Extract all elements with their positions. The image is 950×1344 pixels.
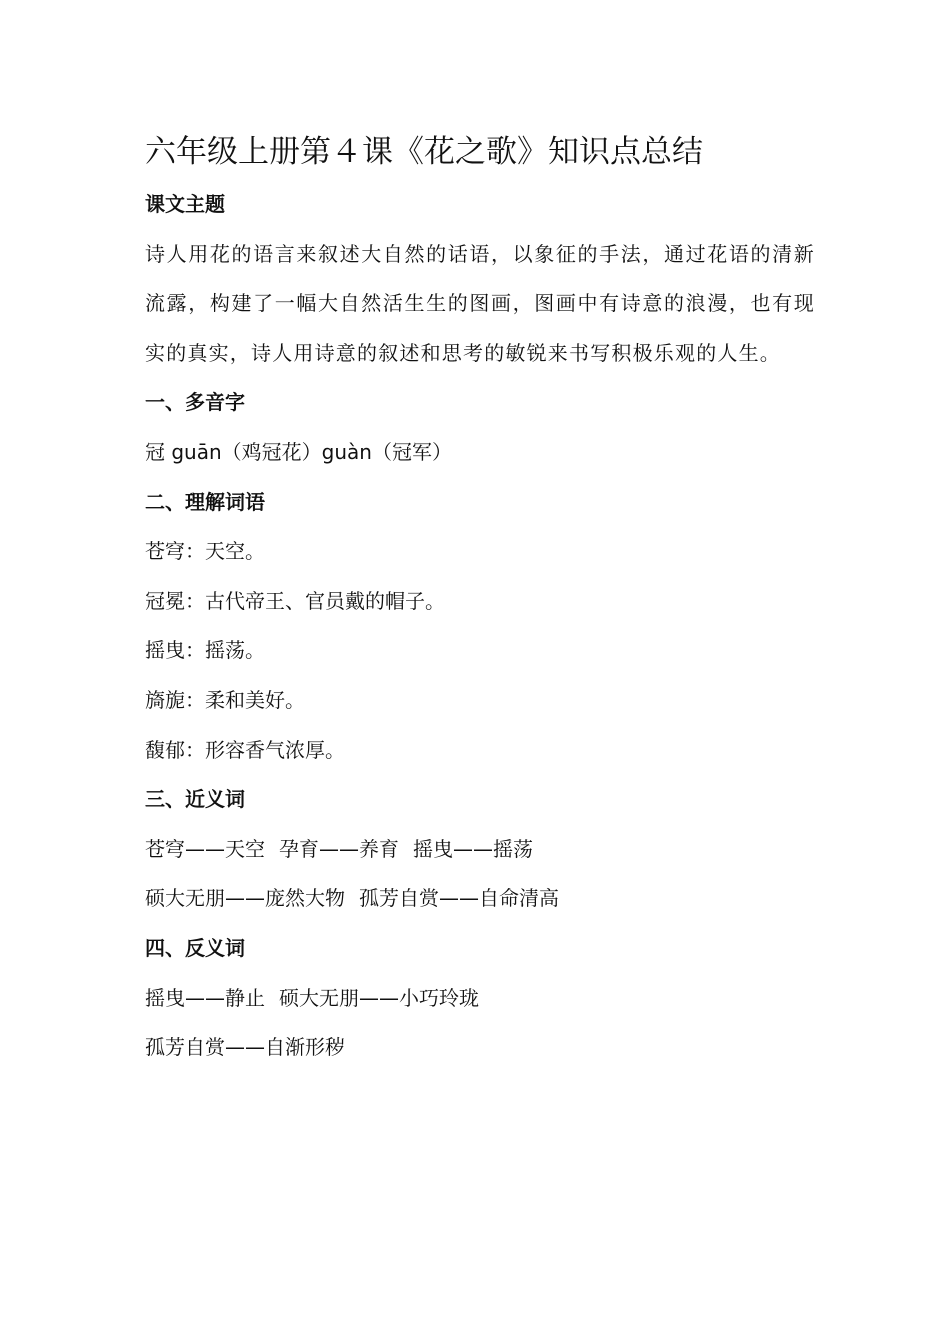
antonyms-line xyxy=(145,974,815,1024)
synonyms-line xyxy=(145,825,815,875)
vocabulary-item: 冠冕：古代帝王、官员戴的帽子。 xyxy=(145,588,445,613)
document-page xyxy=(145,128,815,1073)
synonym-pair: 孤芳自赏——自命清高 xyxy=(359,886,559,911)
antonym-pair: 孤芳自赏——自渐形秽 xyxy=(145,1035,345,1060)
section-heading-vocabulary: 二、理解词语 xyxy=(145,489,265,514)
vocabulary-item: 旖旎：柔和美好。 xyxy=(145,687,305,712)
section-heading-polyphone: 一、多音字 xyxy=(145,390,245,415)
page-title: 六年级上册第４课《花之歌》知识点总结 xyxy=(145,134,703,170)
synonym-pair: 苍穹——天空 xyxy=(145,836,265,861)
vocabulary-item: 摇曳：摇荡。 xyxy=(145,638,265,663)
vocabulary-item: 苍穹：天空。 xyxy=(145,539,265,564)
antonym-pair: 摇曳——静止 xyxy=(145,985,265,1010)
synonyms-line xyxy=(145,874,815,924)
synonym-pair: 摇曳——摇荡 xyxy=(413,836,533,861)
antonym-pair: 硕大无朋——小巧玲珑 xyxy=(279,985,479,1010)
section-heading-antonyms: 四、反义词 xyxy=(145,935,245,960)
section-heading-synonyms: 三、近义词 xyxy=(145,787,245,812)
vocabulary-item: 馥郁：形容香气浓厚。 xyxy=(145,737,345,762)
synonym-pair: 孕育——养育 xyxy=(279,836,399,861)
section-heading-theme: 课文主题 xyxy=(145,192,225,216)
theme-paragraph: 诗人用花的语言来叙述大自然的话语，以象征的手法，通过花语的清新流露，构建了一幅大自然活生生的图画，图画中有诗意的浪漫，也有现实的真实，诗人用诗意的叙述和思考的敏锐来书写积极乐观的人生。 xyxy=(145,241,815,365)
synonym-pair: 硕大无朋——庞然大物 xyxy=(145,886,345,911)
polyphone-line: 冠 guān（鸡冠花）guàn（冠军） xyxy=(145,439,452,464)
antonyms-line xyxy=(145,1023,815,1073)
